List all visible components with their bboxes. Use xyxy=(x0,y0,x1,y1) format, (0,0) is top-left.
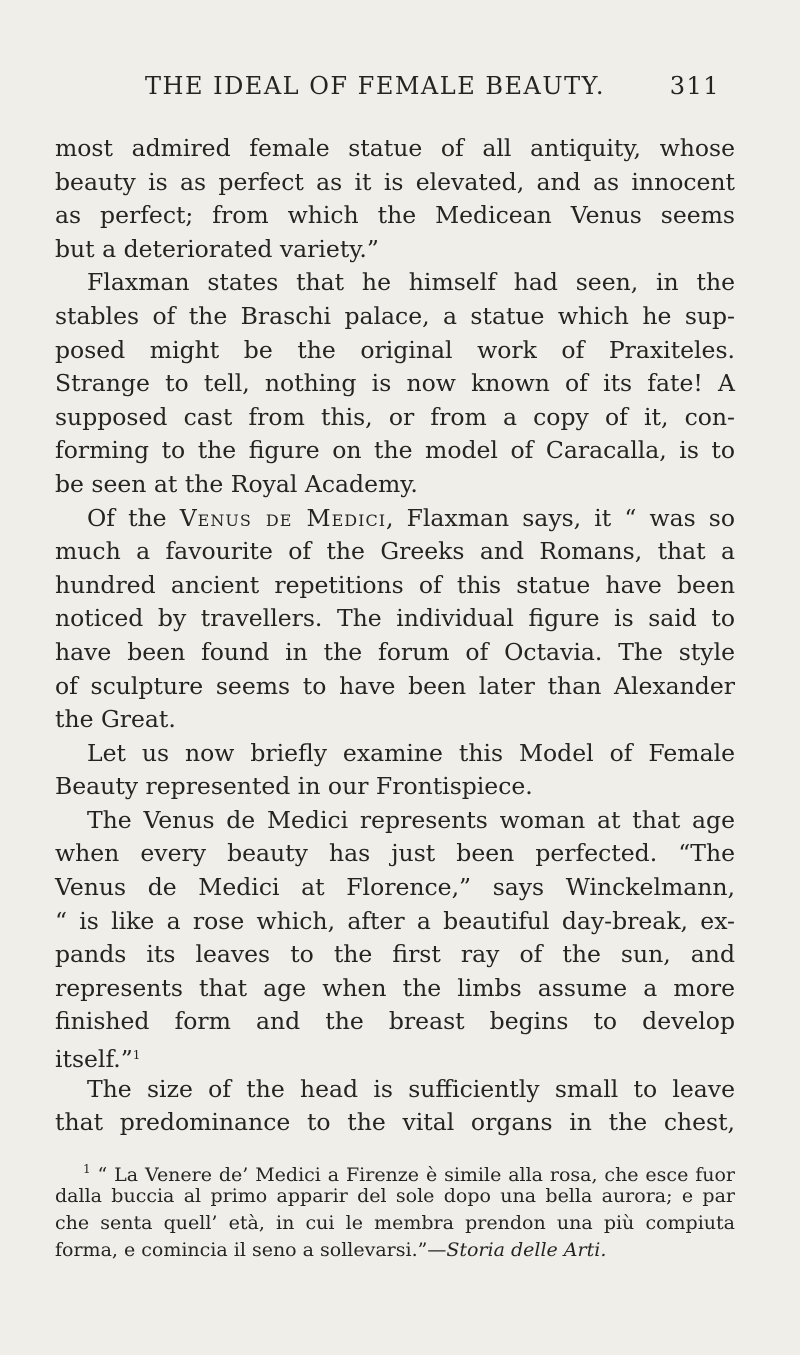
small-caps-title: Venus de Medici xyxy=(179,503,387,532)
footnote-marker: 1 xyxy=(83,1162,91,1176)
text-line: stables of the Braschi palace, a statue which he sup- xyxy=(55,301,735,330)
text-line: The Venus de Medici represents woman at that age xyxy=(87,805,735,834)
text-line: beauty is as perfect as it is elevated, and as innocent xyxy=(55,167,735,196)
text-line: hundred ancient repetitions of this statue have been xyxy=(55,570,735,599)
text-line: supposed cast from this, or from a copy of it, con- xyxy=(55,402,735,431)
text-line: The size of the head is sufficiently small to leave xyxy=(87,1074,735,1103)
footnote-line: $^1$ “ La Venere de’ Medici a Firenze è simile alla rosa, che esce fuor xyxy=(83,1162,735,1186)
text-line: forming to the figure on the model of Caracalla, is to xyxy=(55,436,735,465)
text-line: but a deteriorated variety.” xyxy=(55,234,379,263)
page-number: 311 xyxy=(669,72,720,100)
footnote xyxy=(55,1156,735,1264)
text-line: most admired female statue of all antiquity, whose xyxy=(55,134,735,162)
running-title: THE IDEAL OF FEMALE BEAUTY. xyxy=(145,72,605,100)
text-line: noticed by travellers. The individual figure is said to xyxy=(55,604,735,633)
footnote-line: dalla buccia al primo apparir del sole dopo una bella aurora; e par xyxy=(55,1185,735,1207)
text-line: of sculpture seems to have been later than Alexander xyxy=(55,671,735,700)
text-line: Beauty represented in our Frontispiece. xyxy=(55,772,533,801)
footnote-reference: 1 xyxy=(132,1048,141,1063)
text-line: pands its leaves to the first ray of the sun, and xyxy=(55,940,735,969)
text-line: have been found in the forum of Octavia. The style xyxy=(55,637,735,666)
text-line: “ is like a rose which, after a beautiful day-break, ex- xyxy=(55,906,735,935)
footnote-source: Storia delle Arti. xyxy=(446,1239,607,1261)
text-line: itself.”$^1$ xyxy=(55,1045,141,1074)
text-line: Of the Venus de Medici, Flaxman says, it “ was so xyxy=(87,503,735,532)
text-line: the Great. xyxy=(55,705,176,734)
text-line: when every beauty has just been perfected. “The xyxy=(55,839,735,868)
text-line: Strange to tell, nothing is now known of its fate! A xyxy=(55,369,735,398)
footnote-line: forma, e comincia il seno a sollevarsi.”—Storia delle Arti. xyxy=(55,1239,607,1261)
text-line: Flaxman states that he himself had seen, in the xyxy=(87,268,735,297)
text-line: be seen at the Royal Academy. xyxy=(55,469,418,498)
text-line: posed might be the original work of Praxiteles. xyxy=(55,335,735,364)
text-line: Let us now briefly examine this Model of Female xyxy=(87,738,735,767)
text-line: as perfect; from which the Medicean Venus seems xyxy=(55,201,735,230)
text-line: that predominance to the vital organs in the chest, xyxy=(55,1108,735,1137)
text-line: represents that age when the limbs assume a more xyxy=(55,973,735,1002)
text-line: finished form and the breast begins to develop xyxy=(55,1007,735,1036)
footnote-line: che senta quell’ età, in cui le membra prendon una più compiuta xyxy=(55,1212,735,1234)
body-text xyxy=(55,132,735,1140)
text-line: much a favourite of the Greeks and Romans, that a xyxy=(55,537,735,566)
text-line: Venus de Medici at Florence,” says Winckelmann, xyxy=(55,873,735,902)
